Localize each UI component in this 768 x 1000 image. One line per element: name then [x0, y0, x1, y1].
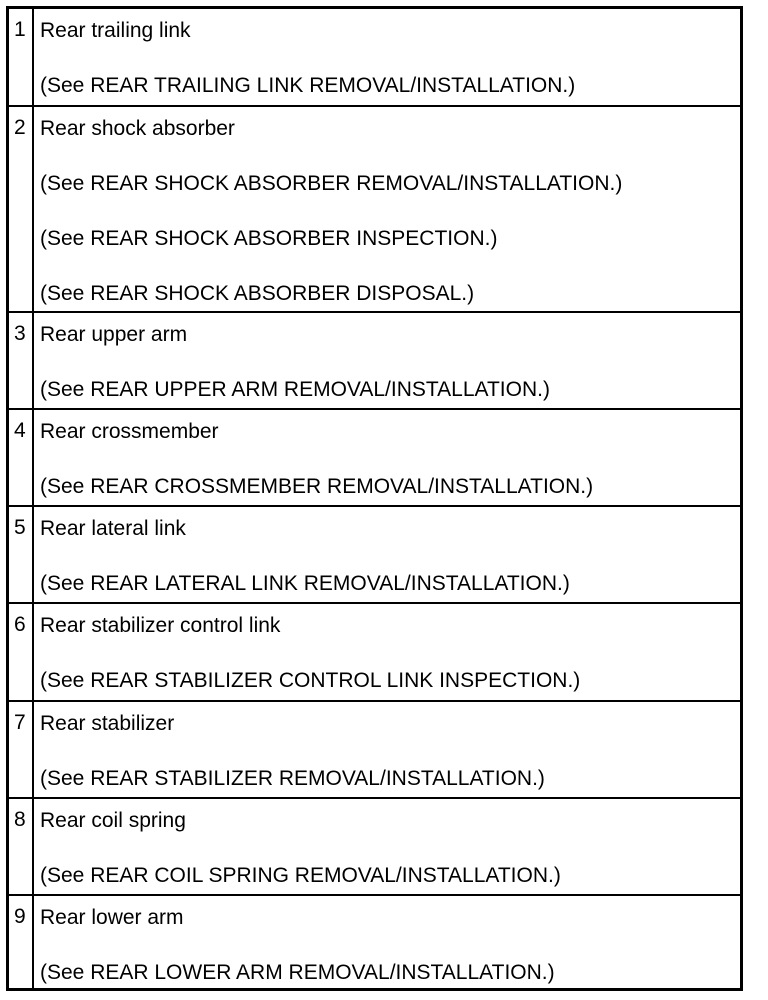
description-cell — [40, 9, 740, 105]
procedure-reference: (See REAR TRAILING LINK REMOVAL/INSTALLATION.) — [40, 74, 576, 97]
table-row — [9, 9, 740, 105]
part-name: Rear crossmember — [40, 420, 219, 443]
table-row — [9, 797, 740, 894]
table-row — [9, 105, 740, 311]
parts-reference-table — [6, 6, 743, 991]
table-row — [9, 505, 740, 602]
description-cell — [40, 604, 740, 700]
item-number: 6 — [14, 613, 26, 636]
procedure-reference: (See REAR COIL SPRING REMOVAL/INSTALLATION.) — [40, 864, 561, 887]
item-number-cell — [9, 799, 34, 894]
procedure-reference: (See REAR LOWER ARM REMOVAL/INSTALLATION.) — [40, 961, 555, 984]
procedure-reference: (See REAR SHOCK ABSORBER DISPOSAL.) — [40, 282, 475, 305]
item-number-cell — [9, 9, 34, 105]
item-number: 5 — [14, 516, 26, 539]
table-row — [9, 602, 740, 700]
procedure-reference: (See REAR STABILIZER CONTROL LINK INSPECTION.) — [40, 669, 581, 692]
description-cell — [40, 107, 740, 311]
item-number-cell — [9, 107, 34, 311]
item-number-cell — [9, 410, 34, 505]
description-cell — [40, 507, 740, 602]
part-name: Rear trailing link — [40, 19, 191, 42]
description-cell — [40, 896, 740, 988]
item-number-cell — [9, 604, 34, 700]
item-number-cell — [9, 507, 34, 602]
table-row — [9, 700, 740, 797]
part-name: Rear shock absorber — [40, 117, 235, 140]
procedure-reference: (See REAR LATERAL LINK REMOVAL/INSTALLATION.) — [40, 572, 570, 595]
item-number-cell — [9, 896, 34, 988]
item-number-cell — [9, 313, 34, 408]
procedure-reference: (See REAR CROSSMEMBER REMOVAL/INSTALLATION.) — [40, 475, 594, 498]
part-name: Rear lower arm — [40, 906, 184, 929]
table-row — [9, 894, 740, 988]
item-number: 9 — [14, 905, 26, 928]
item-number: 7 — [14, 711, 26, 734]
item-number: 2 — [14, 116, 26, 139]
table-row — [9, 311, 740, 408]
part-name: Rear stabilizer — [40, 712, 175, 735]
procedure-reference: (See REAR UPPER ARM REMOVAL/INSTALLATION.) — [40, 378, 550, 401]
description-cell — [40, 410, 740, 505]
item-number: 8 — [14, 808, 26, 831]
procedure-reference: (See REAR SHOCK ABSORBER REMOVAL/INSTALLATION.) — [40, 172, 623, 195]
part-name: Rear coil spring — [40, 809, 186, 832]
item-number: 1 — [14, 18, 26, 41]
item-number: 4 — [14, 419, 26, 442]
part-name: Rear lateral link — [40, 517, 186, 540]
item-number: 3 — [14, 322, 26, 345]
procedure-reference: (See REAR STABILIZER REMOVAL/INSTALLATION.) — [40, 767, 545, 790]
table-row — [9, 408, 740, 505]
description-cell — [40, 313, 740, 408]
part-name: Rear stabilizer control link — [40, 614, 281, 637]
description-cell — [40, 702, 740, 797]
part-name: Rear upper arm — [40, 323, 188, 346]
item-number-cell — [9, 702, 34, 797]
description-cell — [40, 799, 740, 894]
procedure-reference: (See REAR SHOCK ABSORBER INSPECTION.) — [40, 227, 498, 250]
